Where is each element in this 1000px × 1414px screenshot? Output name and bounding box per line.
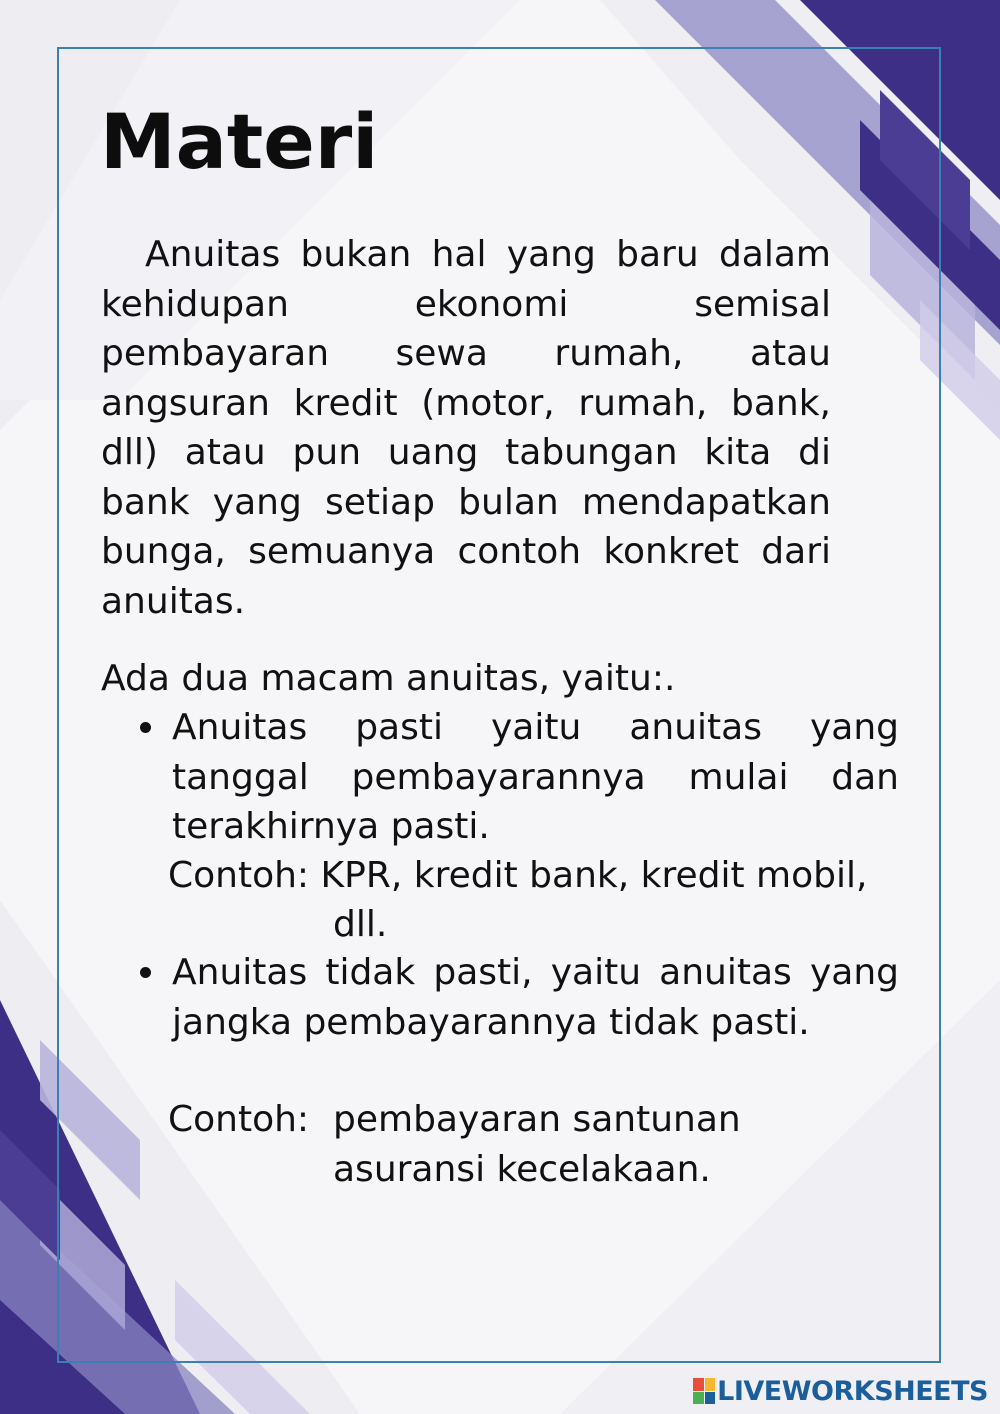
example-line (168, 851, 867, 901)
example-continuation: asuransi kecelakaan. (333, 1149, 711, 1190)
bullet-icon (140, 967, 151, 978)
example-label: Contoh: (168, 855, 310, 896)
intro-paragraph: Anuitas bukan hal yang baru dalam kehidupan ekonomi semisal pembayaran sewa rumah, atau angsuran kredit (motor, rumah, bank, dll) atau pun uang tabungan kita di bank yang setiap bulan mendapatkan bunga, semuanya contoh konkret dari anuitas. (101, 234, 831, 622)
example-text: pembayaran santunan (333, 1099, 741, 1140)
page-title: Materi (100, 97, 379, 186)
liveworksheets-brand: LIVEWORKSHEETS (717, 1375, 988, 1407)
example-text: KPR, kredit bank, kredit mobil, (320, 855, 868, 896)
list-item-anuitas-pasti: Anuitas pasti yaitu anuitas yang tanggal pembayarannya mulai dan terakhirnya pasti. (172, 707, 899, 847)
bullet-icon (140, 722, 151, 733)
liveworksheets-logo[interactable] (693, 1374, 988, 1408)
types-intro: Ada dua macam anuitas, yaitu:. (101, 658, 676, 699)
liveworksheets-logo-icon (693, 1378, 715, 1404)
example-continuation: dll. (333, 904, 388, 945)
list-item-anuitas-tidak-pasti: Anuitas tidak pasti, yaitu anuitas yang jangka pembayarannya tidak pasti. (172, 952, 899, 1043)
example-label: Contoh: (168, 1099, 310, 1140)
